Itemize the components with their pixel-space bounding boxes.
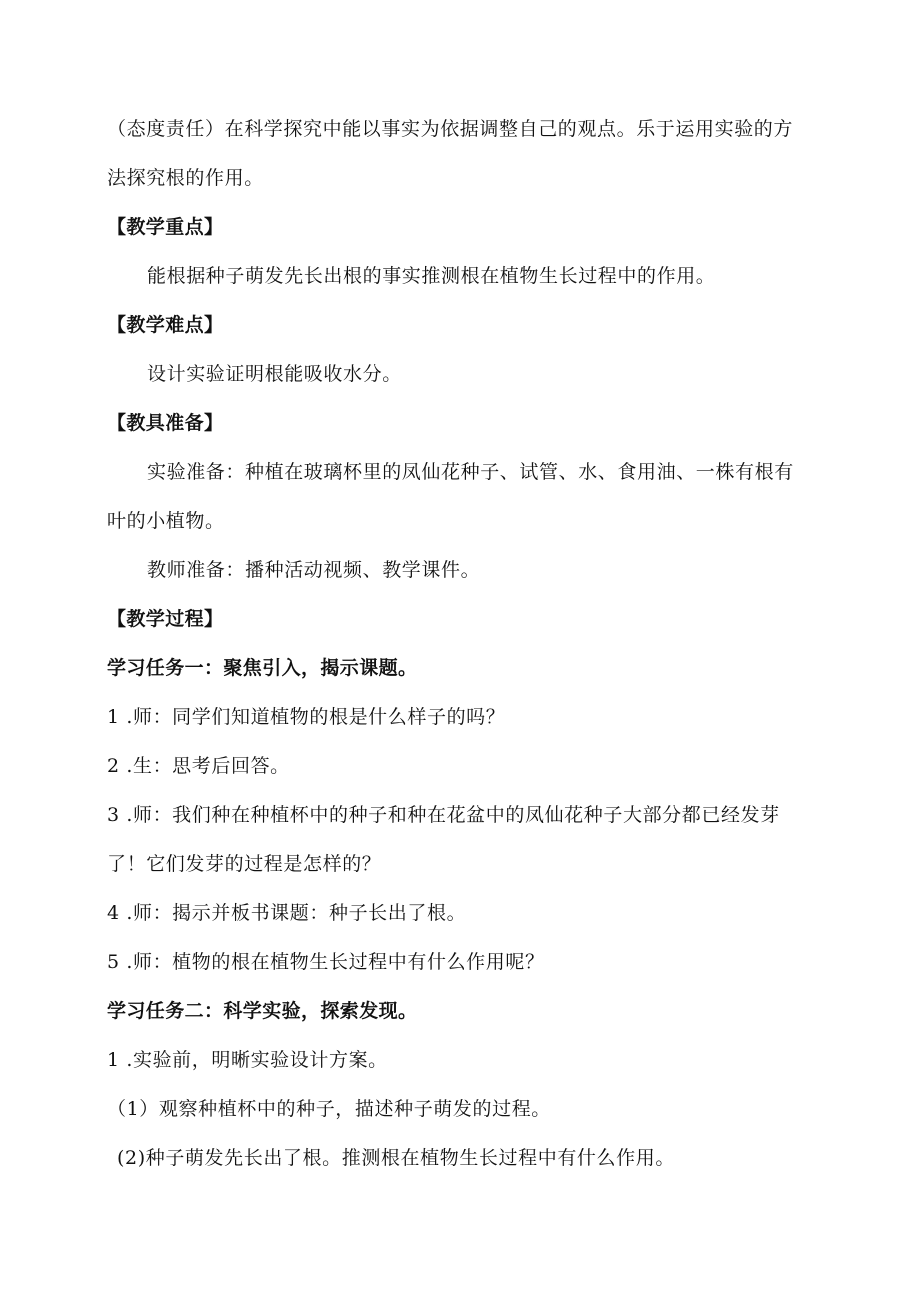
list-item: 3 .师：我们种在种植杯中的种子和种在花盆中的凤仙花种子大部分都已经发芽 bbox=[107, 804, 780, 826]
list-item: 2 .生：思考后回答。 bbox=[107, 755, 290, 777]
text-line: 叶的小植物。 bbox=[107, 510, 225, 532]
text-line: 实验准备：种植在玻璃杯里的凤仙花种子、试管、水、食用油、一株有根有 bbox=[147, 461, 794, 483]
list-item: 4 .师：揭示并板书课题：种子长出了根。 bbox=[107, 902, 467, 924]
text-line: 能根据种子萌发先长出根的事实推测根在植物生长过程中的作用。 bbox=[147, 265, 716, 287]
section-heading-key-points: 【教学重点】 bbox=[107, 216, 224, 238]
text-line: 设计实验证明根能吸收水分。 bbox=[147, 363, 402, 385]
task-heading-one: 学习任务一：聚焦引入，揭示课题。 bbox=[107, 657, 418, 679]
text-line: 法探究根的作用。 bbox=[107, 167, 264, 189]
section-heading-process: 【教学过程】 bbox=[107, 608, 224, 630]
text-line: 教师准备：播种活动视频、教学课件。 bbox=[147, 559, 481, 581]
list-item: 1 .实验前，明晰实验设计方案。 bbox=[107, 1049, 388, 1071]
section-heading-difficulties: 【教学难点】 bbox=[107, 314, 224, 336]
section-heading-materials: 【教具准备】 bbox=[107, 412, 224, 434]
text-line: （态度责任）在科学探究中能以事实为依据调整自己的观点。乐于运用实验的方 bbox=[107, 118, 794, 140]
sub-list-item: （1）观察种植杯中的种子，描述种子萌发的过程。 bbox=[107, 1098, 551, 1120]
task-heading-two: 学习任务二：科学实验，探索发现。 bbox=[107, 1000, 418, 1022]
list-item: 1 .师：同学们知道植物的根是什么样子的吗？ bbox=[107, 706, 506, 728]
list-item: 5 .师：植物的根在植物生长过程中有什么作用呢？ bbox=[107, 951, 545, 973]
sub-list-item: (2)种子萌发先长出了根。推测根在植物生长过程中有什么作用。 bbox=[117, 1147, 675, 1169]
text-line: 了！它们发芽的过程是怎样的？ bbox=[107, 853, 382, 875]
